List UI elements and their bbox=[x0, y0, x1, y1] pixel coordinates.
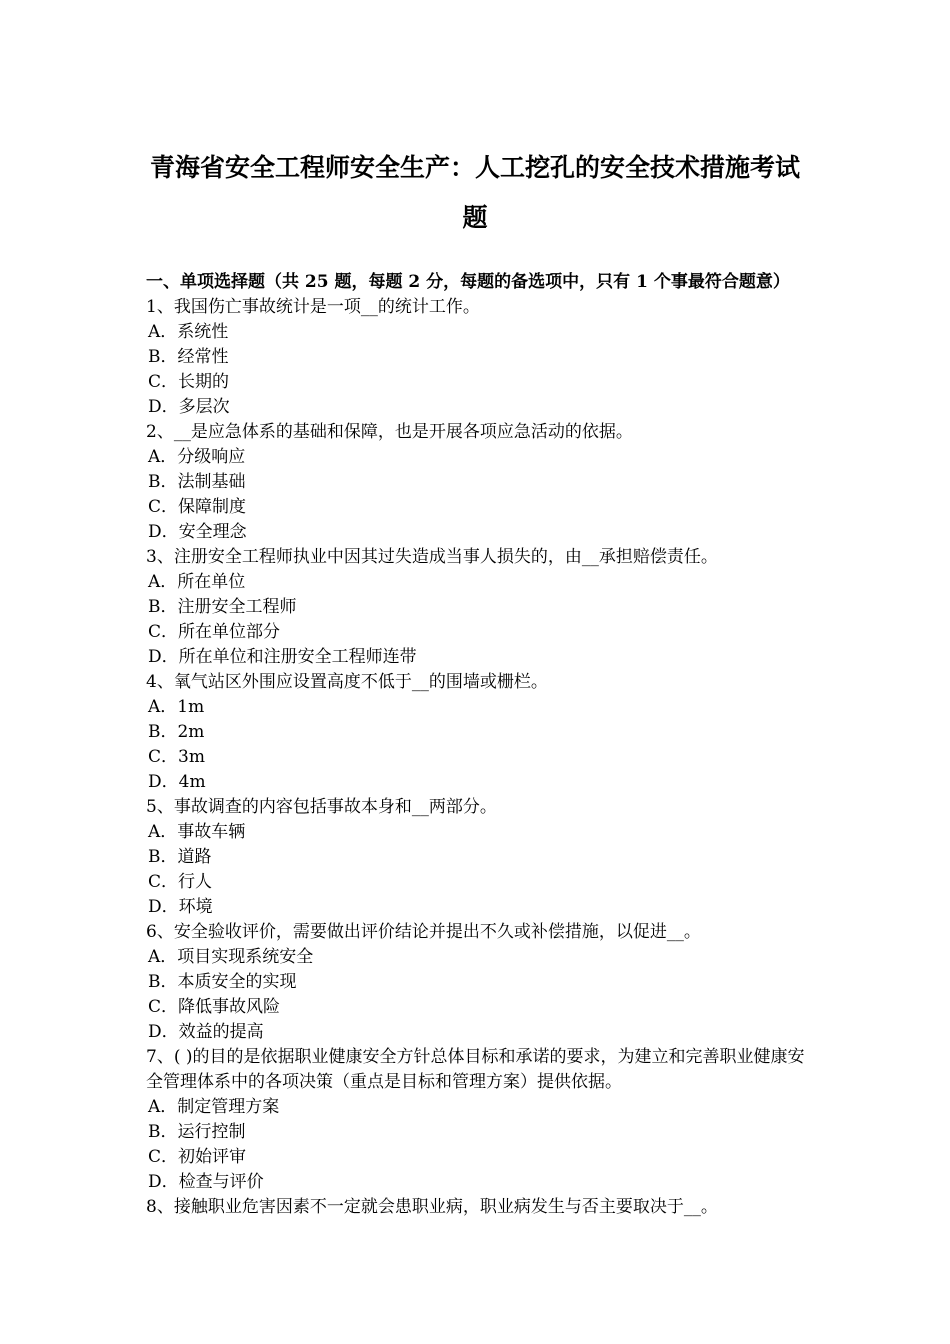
option-b: B．注册安全工程师 bbox=[148, 597, 297, 617]
option-d: D．安全理念 bbox=[148, 522, 247, 542]
question-2 bbox=[146, 420, 816, 545]
question-8 bbox=[146, 1195, 816, 1220]
option-a: A．项目实现系统安全 bbox=[148, 947, 314, 967]
option-b: B．法制基础 bbox=[148, 472, 246, 492]
question-text: 1、我国伤亡事故统计是一项__的统计工作。 bbox=[146, 297, 480, 317]
option-a: A．所在单位 bbox=[148, 572, 246, 592]
question-text: 5、事故调查的内容包括事故本身和__两部分。 bbox=[146, 797, 497, 817]
option-a: A．系统性 bbox=[148, 322, 229, 342]
option-b: B．本质安全的实现 bbox=[148, 972, 297, 992]
question-5 bbox=[146, 795, 816, 920]
question-text: 3、注册安全工程师执业中因其过失造成当事人损失的，由__承担赔偿责任。 bbox=[146, 547, 718, 567]
section-heading: 一、单项选择题（共 25 题，每题 2 分，每题的备选项中，只有 1 个事最符合题意） bbox=[146, 272, 790, 292]
option-c: C．保障制度 bbox=[148, 497, 247, 517]
option-d: D．多层次 bbox=[148, 397, 230, 417]
option-c: C．3m bbox=[148, 747, 205, 767]
question-text: 6、安全验收评价，需要做出评价结论并提出不久或补偿措施，以促进__。 bbox=[146, 922, 701, 942]
question-1 bbox=[146, 295, 816, 420]
option-c: C．所在单位部分 bbox=[148, 622, 281, 642]
question-4 bbox=[146, 670, 816, 795]
question-6 bbox=[146, 920, 816, 1045]
document-title-line-1: 青海省安全工程师安全生产：人工挖孔的安全技术措施考试 bbox=[149, 153, 800, 182]
option-a: A．分级响应 bbox=[148, 447, 246, 467]
option-a: A．制定管理方案 bbox=[148, 1097, 280, 1117]
question-3 bbox=[146, 545, 816, 670]
document-body bbox=[146, 270, 816, 1220]
option-a: A．1m bbox=[148, 697, 205, 717]
option-c: C．初始评审 bbox=[148, 1147, 247, 1167]
question-7 bbox=[146, 1045, 816, 1195]
option-c: C．长期的 bbox=[148, 372, 230, 392]
option-b: B．2m bbox=[148, 722, 205, 742]
option-b: B．道路 bbox=[148, 847, 212, 867]
option-c: C．行人 bbox=[148, 872, 213, 892]
question-text: 4、氧气站区外围应设置高度不低于__的围墙或栅栏。 bbox=[146, 672, 548, 692]
option-d: D．检查与评价 bbox=[148, 1172, 264, 1192]
option-a: A．事故车辆 bbox=[148, 822, 246, 842]
option-d: D．所在单位和注册安全工程师连带 bbox=[148, 647, 417, 667]
option-b: B．经常性 bbox=[148, 347, 229, 367]
option-d: D．环境 bbox=[148, 897, 213, 917]
option-d: D．4m bbox=[148, 772, 206, 792]
option-b: B．运行控制 bbox=[148, 1122, 246, 1142]
question-text: 2、__是应急体系的基础和保障，也是开展各项应急活动的依据。 bbox=[146, 422, 633, 442]
question-text: 8、接触职业危害因素不一定就会患职业病，职业病发生与否主要取决于__。 bbox=[146, 1197, 718, 1217]
option-c: C．降低事故风险 bbox=[148, 997, 281, 1017]
option-d: D．效益的提高 bbox=[148, 1022, 264, 1042]
question-text: 7、( )的目的是依据职业健康安全方针总体目标和承诺的要求，为建立和完善职业健康安全管理体系中的各项决策（重点是目标和管理方案）提供依据。 bbox=[146, 1047, 805, 1092]
document-title-line-2: 题 bbox=[462, 203, 488, 232]
